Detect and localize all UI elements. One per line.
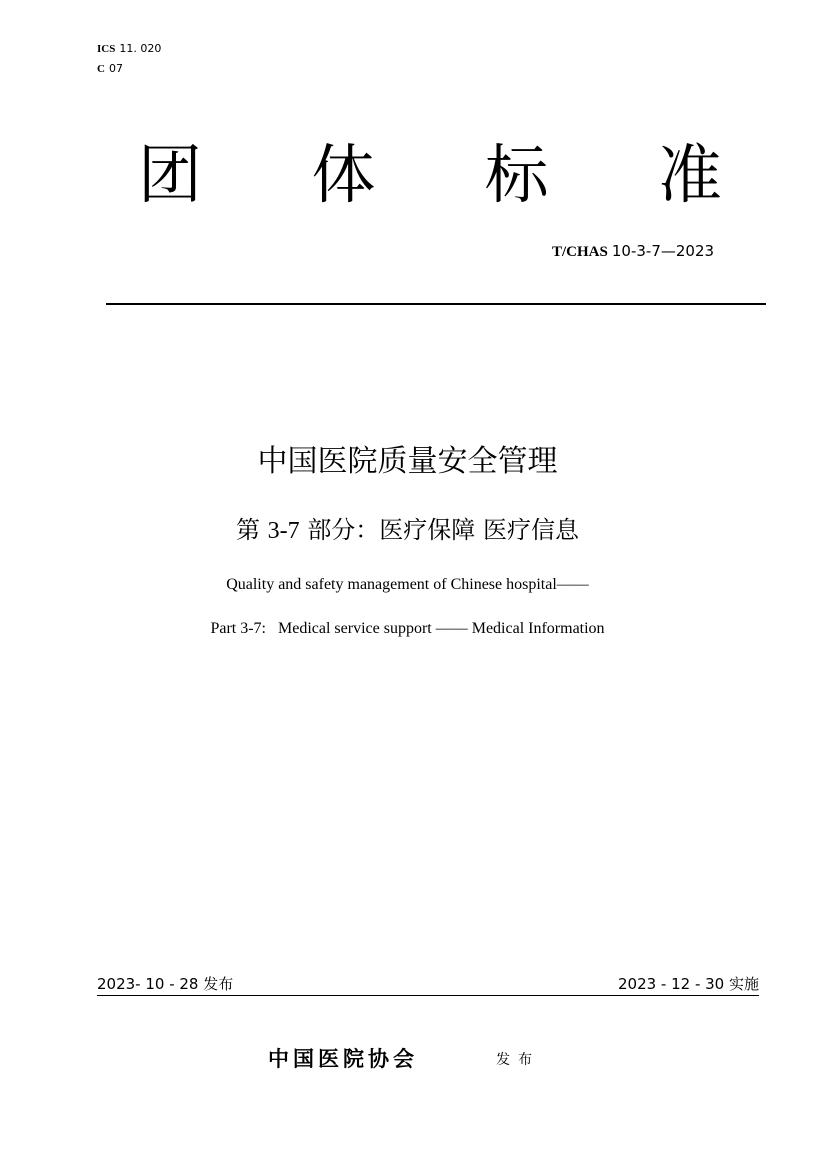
title-chinese: 中国医院质量安全管理 [257, 444, 558, 479]
subtitle-chinese [0, 512, 815, 549]
publisher-name: 中国医院协会 [268, 1047, 418, 1071]
doc-type-char-4: 准 [657, 139, 722, 213]
c-value: 07 [108, 62, 123, 75]
ics-value: 11. 020 [119, 42, 162, 55]
subtitle-rest: 部分：医疗保障 医疗信息 [307, 516, 579, 544]
subtitle-english: Part 3-7: Medical service support —— Medical Information [210, 620, 605, 637]
top-divider [106, 303, 766, 305]
standard-number [552, 241, 714, 262]
publish-label: 发布 [496, 1052, 540, 1068]
ics-code [97, 42, 161, 56]
title-english: Quality and safety management of Chinese hospital—— [226, 576, 589, 593]
doc-type-char-1: 团 [138, 139, 202, 213]
implementation-date: 2023 - 12 - 30 实施 [617, 975, 759, 993]
classification-code [97, 62, 123, 76]
subtitle-prefix: 第 [236, 516, 261, 544]
bottom-divider [97, 995, 759, 996]
standard-prefix: T/CHAS [552, 244, 608, 260]
document-type-title [130, 136, 730, 216]
c-label: C [97, 63, 105, 75]
ics-label: ICS [97, 43, 116, 55]
doc-type-char-3: 标 [484, 139, 549, 213]
subtitle-part-number: 3-7 [267, 518, 300, 544]
standard-code: 10-3-7—2023 [611, 242, 715, 260]
release-date: 2023- 10 - 28 发布 [97, 975, 234, 993]
doc-type-char-2: 体 [311, 139, 376, 213]
